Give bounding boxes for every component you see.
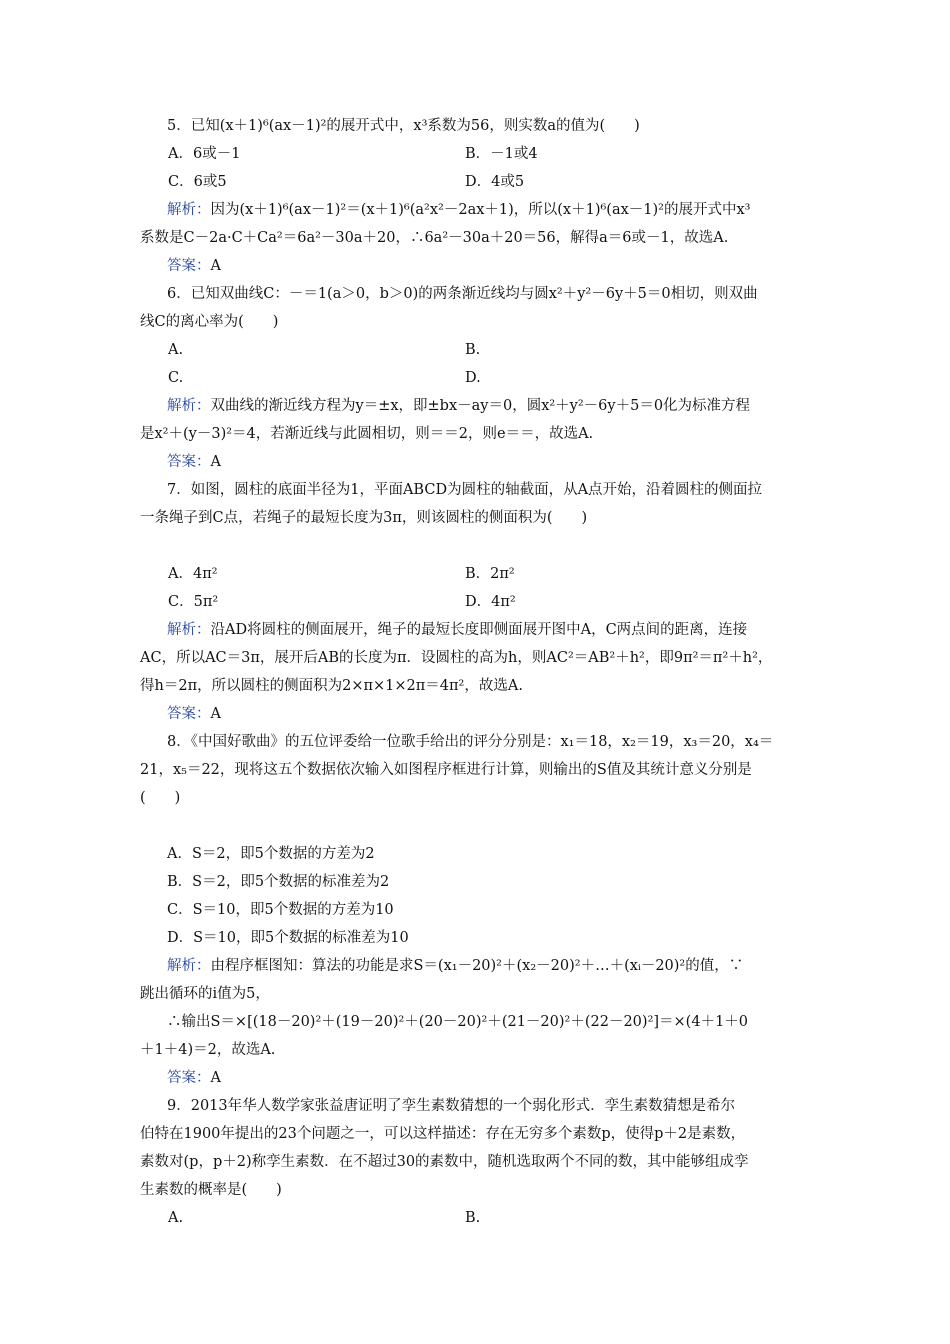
q6-options-row-1 — [140, 336, 815, 364]
q8-option-b: B．S＝2，即5个数据的标准差为2 — [167, 874, 390, 890]
q9-stem-2: 伯特在1900年提出的23个问题之一，可以这样描述：存在无穷多个素数p，使得p＋2是素数， — [140, 1126, 746, 1142]
q8-stem-2: 21，x₅＝22，现将这五个数据依次输入如图程序框进行计算，则输出的S值及其统计意义分别是 — [140, 762, 752, 778]
q6-option-a: A. — [168, 342, 184, 358]
q7-answer-line — [140, 700, 815, 728]
q5-solution-label: 解析： — [167, 202, 211, 218]
q6-stem-1: 6．已知双曲线C：－＝1(a＞0，b＞0)的两条渐近线均与圆x²＋y²－6y＋5＝0相切，则双曲 — [167, 286, 758, 302]
q9-options-row-1 — [140, 1204, 815, 1232]
q9-stem-4: 生素数的概率是( ) — [140, 1182, 282, 1198]
q6-answer-label: 答案： — [167, 454, 211, 470]
q6-options-row-2 — [140, 364, 815, 392]
q9-option-a: A. — [168, 1210, 184, 1226]
q8-figure-space — [140, 812, 815, 840]
q8-answer-line — [140, 1064, 815, 1092]
q5-options-row-2 — [140, 168, 815, 196]
q8-option-c: C．S＝10，即5个数据的方差为10 — [167, 902, 394, 918]
q7-option-b: B．2π² — [465, 566, 515, 582]
q5-option-a: A．6或－1 — [168, 146, 241, 162]
document-page — [140, 112, 815, 1232]
q8-solution-line-2: 跳出循环的i值为5， — [140, 986, 270, 1002]
q8-solution-line-4: ＋1＋4)＝2，故选A. — [140, 1042, 276, 1058]
q6-solution-line-1 — [140, 392, 815, 420]
q8-solution-line-3: ∴输出S＝×[(18－20)²＋(19－20)²＋(20－20)²＋(21－20)²＋(22－20)²]＝×(4＋1＋0 — [167, 1014, 749, 1030]
q8-option-a: A．S＝2，即5个数据的方差为2 — [167, 846, 375, 862]
q6-answer-line — [140, 448, 815, 476]
q6-option-b: B. — [465, 342, 481, 358]
q7-answer: A — [210, 706, 221, 722]
q5-option-d: D．4或5 — [465, 174, 525, 190]
q6-solution-label: 解析： — [167, 398, 211, 414]
q6-answer: A — [210, 454, 221, 470]
q7-option-a: A．4π² — [168, 566, 218, 582]
q5-options-row-1 — [140, 140, 815, 168]
q9-stem-1: 9．2013年华人数学家张益唐证明了孪生素数猜想的一个弱化形式．孪生素数猜想是希尔 — [167, 1098, 736, 1114]
q6-solution-text-1: 双曲线的渐近线方程为y＝±x，即±bx－ay＝0，圆x²＋y²－6y＋5＝0化为标准方程 — [210, 398, 751, 414]
q7-solution-text-1: 沿AD将圆柱的侧面展开，绳子的最短长度即侧面展开图中A，C两点间的距离，连接 — [210, 622, 748, 638]
q6-stem-2: 线C的离心率为( ) — [140, 314, 279, 330]
q8-solution-label: 解析： — [167, 958, 211, 974]
q7-solution-line-3: 得h＝2π，所以圆柱的侧面积为2×π×1×2π＝4π²，故选A. — [140, 678, 523, 694]
q6-option-d: D. — [465, 370, 481, 386]
q8-answer-label: 答案： — [167, 1070, 211, 1086]
q7-solution-line-1 — [140, 616, 815, 644]
q7-options-row-1 — [140, 560, 815, 588]
q5-solution-line-2: 系数是C－2a·C＋Ca²＝6a²－30a＋20，∴6a²－30a＋20＝56，解得a＝6或－1，故选A. — [140, 230, 729, 246]
q7-stem-1: 7．如图，圆柱的底面半径为1，平面ABCD为圆柱的轴截面，从A点开始，沿着圆柱的侧面拉 — [167, 482, 763, 498]
q9-stem-3: 素数对(p，p＋2)称孪生素数．在不超过30的素数中，随机选取两个不同的数，其中能够组成孪 — [140, 1154, 749, 1170]
q8-option-d: D．S＝10，即5个数据的标准差为10 — [167, 930, 409, 946]
q9-option-b: B. — [465, 1210, 481, 1226]
q5-answer: A — [210, 258, 221, 274]
q7-solution-label: 解析： — [167, 622, 211, 638]
q6-solution-line-2: 是x²＋(y－3)²＝4，若渐近线与此圆相切，则＝＝2，则e＝＝，故选A. — [140, 426, 594, 442]
q6-option-c: C. — [168, 370, 184, 386]
q8-stem-1: 8．《中国好歌曲》的五位评委给一位歌手给出的评分分别是：x₁＝18，x₂＝19，x₃＝20，x₄＝ — [167, 734, 774, 750]
q8-answer: A — [210, 1070, 221, 1086]
q5-option-b: B．－1或4 — [465, 146, 538, 162]
q5-solution-text-1: 因为(x＋1)⁶(ax－1)²＝(x＋1)⁶(a²x²－2ax＋1)，所以(x＋1)⁶(ax－1)²的展开式中x³ — [210, 202, 751, 218]
q8-stem-3: ( ) — [140, 790, 181, 806]
q5-answer-label: 答案： — [167, 258, 211, 274]
q5-option-c: C．6或5 — [168, 174, 227, 190]
q7-solution-line-2: AC，所以AC＝3π，展开后AB的长度为π．设圆柱的高为h，则AC²＝AB²＋h²，即9π²＝π²＋h²， — [140, 650, 773, 666]
q5-stem: 5．已知(x＋1)⁶(ax－1)²的展开式中，x³系数为56，则实数a的值为( ) — [167, 118, 640, 134]
q7-options-row-2 — [140, 588, 815, 616]
q7-figure-space — [140, 532, 815, 560]
q5-answer-line — [140, 252, 815, 280]
q7-option-d: D．4π² — [465, 594, 516, 610]
q5-solution-line-1 — [140, 196, 815, 224]
q7-answer-label: 答案： — [167, 706, 211, 722]
q8-solution-line-1 — [140, 952, 815, 980]
q7-option-c: C．5π² — [168, 594, 219, 610]
q7-stem-2: 一条绳子到C点，若绳子的最短长度为3π，则该圆柱的侧面积为( ) — [140, 510, 588, 526]
q8-solution-text-1: 由程序框图知：算法的功能是求S＝(x₁－20)²＋(x₂－20)²＋…＋(xᵢ－20)²的值，∵ — [210, 958, 744, 974]
